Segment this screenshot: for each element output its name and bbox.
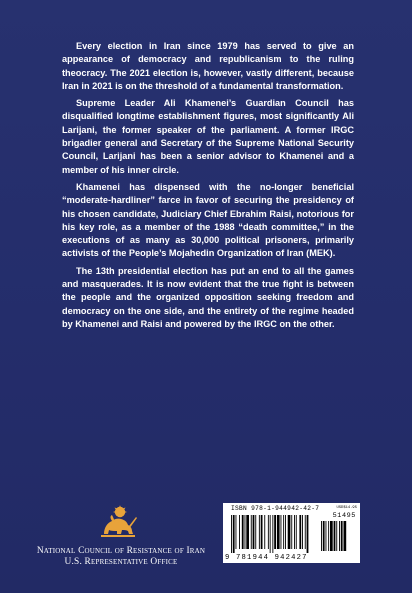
isbn-barcode <box>223 503 360 563</box>
blurb-paragraph-3: Khamenei has dispensed with the no-longer beneficial “moderate-hardliner” farce in favor of securing the presidency of his chosen candidate, Judiciary Chief Ebrahim Raisi, notorious for his key role, as a member of the 1988 “death committee,” in the executions of as many as 30,000 political prisoners, primarily activists of the People’s Mojahedin Organization of Iran (MEK). <box>62 181 354 259</box>
isbn-text: ISBN 978-1-944942-42-7 <box>231 505 320 512</box>
blurb-paragraph-4: The 13th presidential election has put an end to all the games and masquerades. It is now evident that the true fight is between the people and the organized opposition seeking freedom and democracy on the one side, and the entirety of the regime headed by Khamenei and Raisi and powered by the IRGC on the other. <box>62 265 354 329</box>
back-cover-blurb <box>62 40 354 335</box>
barcode-bars <box>227 513 359 555</box>
publisher-line-2: U.S. Representative Office <box>64 556 178 567</box>
add-on-digits: 51495 <box>332 512 356 520</box>
lion-and-sun-emblem-icon <box>98 504 138 538</box>
barcode-digits: 9 781944 942427 <box>225 554 308 562</box>
publisher-line-1: National Council of Resistance of Iran <box>36 546 206 556</box>
blurb-paragraph-2: Supreme Leader Ali Khamenei’s Guardian Council has disqualified longtime establishment figures, most significantly Ali Larijani, the former speaker of the parliament. A former IRGC brigadier general and Secretary of the Supreme National Security Council, Larijani has been a senior advisor to Khamenei and a member of his inner circle. <box>62 98 354 175</box>
blurb-paragraph-1: Every election in Iran since 1979 has served to give an appearance of democracy and republicanism to the ruling theocracy. The 2021 election is, however, vastly different, because Iran in 2021 is on the threshold of a fundamental transformation. <box>62 41 354 91</box>
price-code: USD$14.95 <box>336 506 357 510</box>
publisher-name <box>36 546 206 567</box>
